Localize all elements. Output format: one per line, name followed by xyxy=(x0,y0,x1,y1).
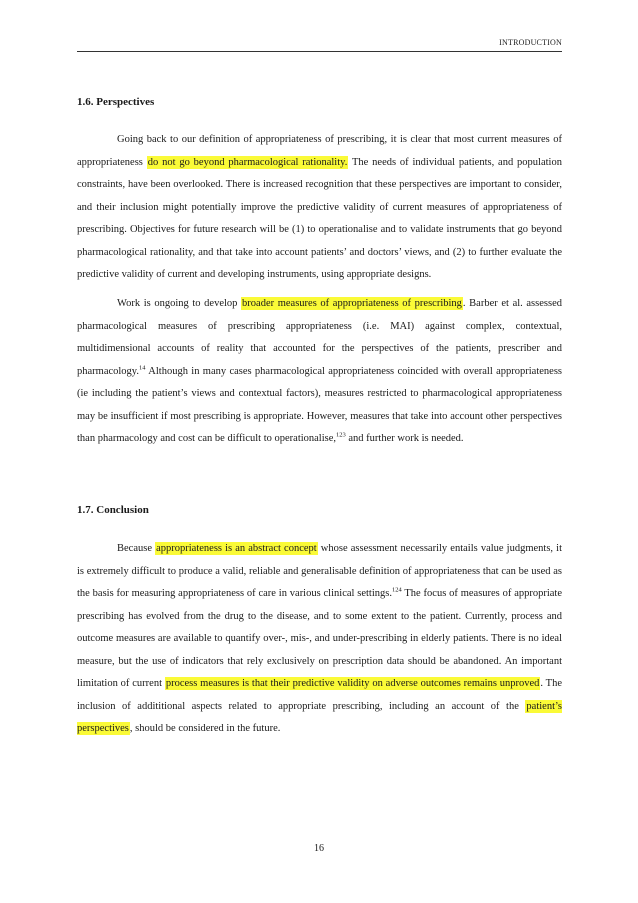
text-run: . The inclusion of addititional aspects related to appropriate prescribing, including an account of the xyxy=(77,678,563,712)
text-run: and further work is needed. xyxy=(345,433,464,444)
text-run: Work is ongoing to develop xyxy=(117,298,242,309)
perspectives-paragraph-2 xyxy=(77,293,562,451)
text-run: The needs of individual patients, and population constraints, have been overlooked. There is increased recognition that these perspectives are important to consider, and their inclusion might potentially improve the predictive validity of current measures of appropriateness of prescribing. Objectives for future research will be (1) to operationalise and to validate instruments that go beyond pharmacological rationality, and that take into account patients’ and doctors’ views, and (2) to further evaluate the predictive validity of current and developing instruments, using appropriate designs. xyxy=(77,156,562,280)
citation-ref: 14 xyxy=(139,364,146,371)
highlight-pharmacological-rationality: do not go beyond pharmacological rationality. xyxy=(147,156,348,168)
highlight-abstract-concept: appropriateness is an abstract concept xyxy=(156,543,317,554)
header-divider xyxy=(77,51,562,52)
citation-ref: 123 xyxy=(336,431,346,439)
highlight-patient-perspectives: patient’s perspectives xyxy=(77,700,562,734)
section-heading-conclusion: 1.7. Conclusion xyxy=(77,504,149,516)
text-run: The focus of measures of appropriate prescribing has evolved from the drug to the disease, and to some extent to the patient. Currently, process and outcome measures are available to quantify over-, mis-, and under-prescribing in elderly patients. There is no ideal measure, but the use of indicators that rely exclusively on prescription data should be abandoned. An important limitation of current xyxy=(77,588,562,689)
text-run: , should be considered in the future. xyxy=(129,723,281,734)
section-heading-perspectives: 1.6. Perspectives xyxy=(77,96,155,108)
text-run: Going back to our definition of appropriateness of prescribing, it is clear that most current measures of appropriateness xyxy=(77,134,562,168)
text-run: Because xyxy=(117,543,156,554)
running-header: INTRODUCTION xyxy=(499,38,562,47)
perspectives-paragraph-1 xyxy=(77,129,562,287)
text-run: . Barber et al. assessed pharmacological measures of prescribing appropriateness (i.e. MAI) against complex, contextual, multidimensional accounts of reality that accounted for the perspectives of the patients, prescriber and pharmacology. xyxy=(77,298,562,377)
page-number: 16 xyxy=(314,843,324,854)
highlight-process-measures: process measures is that their predictive validity on adverse outcomes remains unproved xyxy=(165,678,540,689)
highlight-broader-measures: broader measures of appropriateness of prescribing xyxy=(242,298,462,309)
text-run: whose assessment necessarily entails value judgments, it is extremely difficult to produce a valid, reliable and generalisable definition of appropriateness that can be used as the basis for measuring appropriateness of care in various clinical settings. xyxy=(77,543,562,599)
text-run: Although in many cases pharmacological appropriateness coincided with overall appropriateness (ie including the patient’s views and contextual factors), measures restricted to pharmacological appropriateness may be insufficient if most prescribing is appropriate. However, measures that take into account other perspectives than pharmacology and cost can be difficult to operationalise, xyxy=(77,365,562,444)
citation-ref: 124 xyxy=(391,586,402,594)
conclusion-paragraph-1 xyxy=(77,538,562,741)
